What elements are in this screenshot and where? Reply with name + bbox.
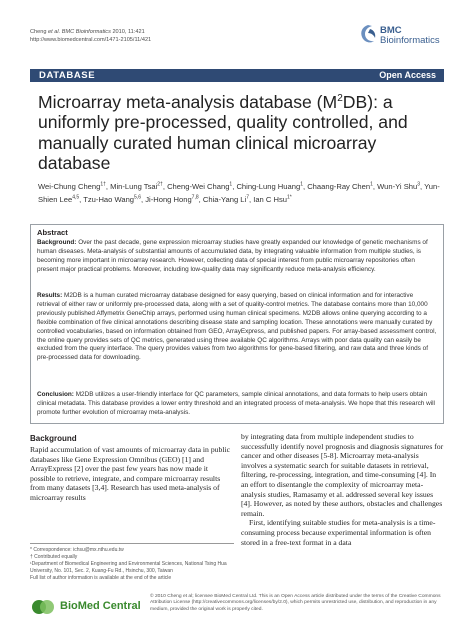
author-name: Min-Lung Tsai$^{2\dagger}$ [110,181,163,191]
affiliation-note: ¹Department of Biomedical Engineering and Environmental Sciences, National Tsing Hua University, No. 101, Sec. 2, Kuang-Fu Rd., Hsinchu, 300, Taiwan [30,561,227,574]
article-url[interactable]: http://www.biomedcentral.com/1471-2105/11/421 [30,37,152,43]
biomed-central-icon [30,598,56,616]
citation-journal: BMC Bioinformatics [61,29,111,35]
footnotes [30,543,234,582]
author-name: Wun-Yi Shu$^3$ [377,181,421,191]
copyright-notice: © 2010 Cheng et al; licensee BioMed Central Ltd. This is an Open Access article distributed under the terms of the Creative Commons Attribution License (http://creativecommons.org/licenses/by/2.0), which permits unrestricted use, distribution, and reproduction in any medium, provided the original work is properly cited. [150,594,441,612]
abstract-results: Results: M2DB is a human curated microarray database designed for easy querying, based on clinical information and for interactive retrieval of either raw or uniformly pre-processed data, along with a set of quality-control metrics. The database contains more than 10,000 previously published Affymetrix GeneChip arrays, performed using human clinical specimens. M2DB allows online querying according to a flexible combination of five clinical annotations describing disease state and sampling location. These annotations were manually curated by controlled vocabularies, based on information obtained from GEO, ArrayExpress, and published papers. For array-based assessment control, the online query provides sets of QC metrics, generated using three available QC algorithms. Arrays with poor data quality can easily be excluded from the query interface. The query provides values from two algorithms for gene-based filtering, and raw data and three kinds of pre-processed data for downloading. [37,292,437,362]
citation-etal: et al. [48,29,61,35]
author-name: Yun-Shien Lee$^{4,5}$ [38,182,440,204]
journal-logo-line2: Bioinformatics [380,35,440,46]
author-name: Chaang-Ray Chen$^1$ [307,181,373,191]
abstract-background: Background: Over the past decade, gene expression microarray studies have greatly expanded our knowledge of genetic mechanisms of human diseases. Meta-analysis of substantial amounts of accumulated data, by integrating valuable information from multiple studies, is becoming more important in microarray research. However, collecting data of special interest from public microarray repositories often present major practical problems. Moreover, including low-quality data may significantly reduce meta-analysis efficiency. [37,239,428,273]
article-title: Microarray meta-analysis database $(M^2DB)$: a uniformly pre-processed, quality controlled, and manually curated human clinical microarray database [38,92,408,174]
author-name: Ian C Hsu$^{1*}$ [253,194,292,204]
open-access-label: Open Access [379,70,436,80]
article-type-label: DATABASE [39,70,96,81]
bmc-swirl-icon [358,24,378,46]
section-heading-background: Background [30,434,77,443]
biomed-central-logo [30,596,150,618]
author-list: Wei-Chung Cheng$^{1\dagger}$, Min-Lung Tsai$^{2\dagger}$, Cheng-Wei Chang$^1$, Ching-Lung Huang$^1$, Chaang-Ray Chen$^1$, Wun-Yi Shu$^3$, Yun-Shien Lee$^{4,5}$, Tzu-Hao Wang$^{5,6}$, Ji-Hong Hong$^{7,8}$, Chia-Yang Li$^7$, Ian C Hsu$^{1*}$ [38,181,440,204]
body-left-column: Rapid accumulation of vast amounts of microarray data in public databases like Gene Expression Omnibus (GEO) [1] and ArrayExpress [2] over the past few years has now made it possible to retrieve, integrate, and compare microarray results from many datasets [3,4]. Research has used meta-analysis of microarray results [30,445,231,502]
citation-volume: 2010, 11:421 [112,29,145,35]
body-paragraph: by integrating data from multiple independent studies to successfully identify novel prognosis and diagnosis signatures for cancer and other diseases [5-8]. Microarray meta-analysis involves a systematic search for suitable datasets in retrieval, filtering, re-processing, integration, and time-consuming [4]. In an effort to disentangle the complexity of microarray meta-analysis studies, Ramasamy et al. addressed several key issues [4]. However, as noted by these authors, obstacles and challenges remain. [241,432,444,518]
author-name: Ji-Hong Hong$^{7,8}$ [145,194,199,204]
body-right-column [241,432,445,547]
article-type-banner [30,69,444,82]
journal-logo-line1: BMC [380,25,402,36]
citation-authors: Cheng [30,29,47,35]
citation-header [30,28,151,44]
body-paragraph: First, identifying suitable studies for meta-analysis is a time-consuming process because experimental information is often stored in a free-text format in a data [241,518,436,547]
author-name: Wei-Chung Cheng$^{1\dagger}$ [38,181,106,191]
publisher-name: BioMed Central [60,600,141,612]
author-name: Chia-Yang Li$^7$ [202,194,249,204]
abstract-conclusion: Conclusion: M2DB utilizes a user-friendly interface for QC parameters, sample clinical annotations, and data formats to help users obtain clinical metadata. This database provides a lower entry threshold and an integrated process of meta-analysis. We hope that this research will promote further evolution of microarray meta-analysis. [37,391,435,416]
author-name: Cheng-Wei Chang$^1$ [167,181,233,191]
abstract-box [30,224,444,424]
author-name: Tzu-Hao Wang$^{5,6}$ [83,194,141,204]
journal-logo [358,22,448,52]
abstract-heading: Abstract [37,228,68,237]
correspondence-note: * Correspondence: ichsu@mx.nthu.edu.tw [30,547,124,553]
author-info-note: Full list of author information is available at the end of the article [30,575,172,581]
author-name: Ching-Lung Huang$^1$ [236,181,303,191]
equal-contribution-note: † Contributed equally [30,554,78,560]
